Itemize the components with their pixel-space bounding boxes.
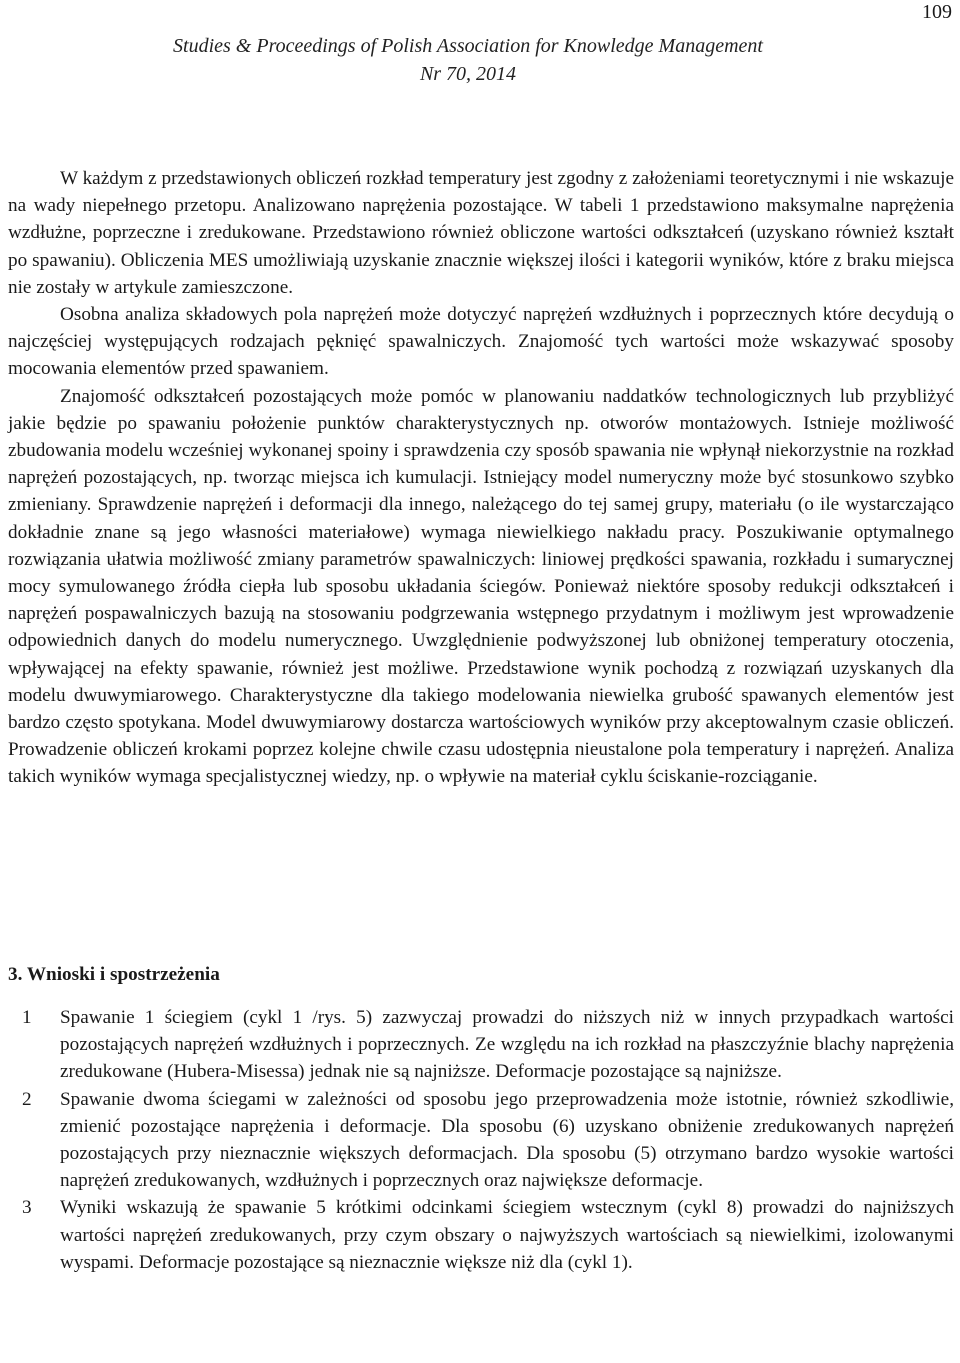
running-header — [0, 32, 936, 88]
journal-title: Studies & Proceedings of Polish Association for Knowledge Management — [173, 35, 763, 57]
list-item-number: 3 — [22, 1197, 32, 1219]
paragraph: Osobna analiza składowych pola naprężeń może dotyczyć naprężeń wzdłużnych i poprzecznych które decydują o najczęściej występujących rodzajach pęknięć spawalniczych. Znajomość tych wartości może wskazywać sposoby mocowania elementów przed spawaniem. — [8, 304, 954, 380]
page-number: 109 — [922, 1, 952, 23]
conclusions-list — [22, 1004, 954, 1276]
journal-issue: Nr 70, 2014 — [419, 63, 517, 85]
list-item-number: 2 — [22, 1088, 32, 1110]
list-item — [22, 1004, 954, 1086]
list-item — [22, 1194, 954, 1276]
list-item-number: 1 — [22, 1007, 32, 1028]
body-text — [8, 165, 954, 791]
list-item-text: Spawanie 1 ściegiem (cykl 1 /rys. 5) zazwyczaj prowadzi do niższych niż w innych przypadkach wartości pozostających naprężeń wzdłużnych i poprzecznych. Ze względu na ich rozkład na płaszczyźnie blachy naprężenia zredukowane (Hubera-Misessa) jednak nie są najniższe. Deformacje pozostające są najniższe. — [60, 1007, 954, 1083]
list-item — [22, 1086, 954, 1195]
list-item-text: Wyniki wskazują że spawanie 5 krótkimi odcinkami ściegiem wstecznym (cykl 8) prowadzi do najniższych wartości naprężeń zredukowanych, przy czym obszary o najwyższych wartościach są niewielkimi, izolowanymi wyspami. Deformacje pozostające są nieznacznie większe niż dla (cykl 1). — [60, 1197, 954, 1273]
paragraph: Znajomość odkształceń pozostających może pomóc w planowaniu naddatków technologicznych lub przybliżyć jakie będzie po spawaniu położenie punktów charakterystycznych np. otworów montażowych. Istnieje możliwość zbudowania modelu wcześniej wykonanej spoiny i sprawdzenia czy sposób spawania nie wpłynął niekorzystnie na rozkład naprężeń pozostających, np. tworząc miejsca ich kumulacji. Istniejący model numeryczny może być stosunkowo szybko zmieniany. Sprawdzenie naprężeń i deformacji dla innego, należącego do tej samej grupy, materiału (o ile wystarczająco dokładnie znane są jego własności materiałowe) wymaga niewielkiego nakładu pracy. Poszukiwanie optymalnego rozwiązania ułatwia możliwość zmiany parametrów spawalniczych: liniowej prędkości spawania, rozkładu i sumarycznej mocy symulowanego źródła ciepła lub sposobu układania ściegów. Ponieważ niektóre sposoby redukcji odkształceń i naprężeń pospawalniczych bazują na stosowaniu podgrzewania wstępnego przydatnym i możliwym jest wprowadzenie odpowiednich danych do modelu numerycznego. Uwzględnienie podwyższonej lub obniżonej temperatury otoczenia, wpływającej na efekty spawanie, również jest możliwe. Przedstawione wynik pochodzą z rozwiązań uzyskanych dla modelu dwuwymiarowego. Charakterystyczne dla takiego modelowania niewielka grubość spawanych elementów jest bardzo często spotykana. Model dwuwymiarowy dostarcza wartościowych wyników przy akceptowalnym czasie obliczeń. Prowadzenie obliczeń krokami poprzez kolejne chwile czasu udostępnia nieustalone pola temperatury i naprężeń. Analiza takich wyników wymaga specjalistycznej wiedzy, np. o wpływie na materiał cyklu ściskanie-rozciąganie. — [8, 385, 954, 788]
section-heading: 3. Wnioski i spostrzeżenia — [8, 964, 220, 985]
paragraph: W każdym z przedstawionych obliczeń rozkład temperatury jest zgodny z założeniami teoretycznymi i nie wskazuje na wady niepełnego przetopu. Analizowano naprężenia pozostające. W tabeli 1 przedstawiono maksymalne naprężenia wzdłużne, poprzeczne i zredukowane. Przedstawiono również obliczone wartości odkształceń (uzyskano również kształt po spawaniu). Obliczenia MES umożliwiają uzyskanie znacznie większej ilości i kategorii wyników, które z braku miejsca nie zostały w artykule zamieszczone. — [8, 168, 954, 298]
list-item-text: Spawanie dwoma ściegami w zależności od sposobu jego przeprowadzenia może istotnie, również szkodliwie, zmienić pozostające naprężenia i deformacje. Dla sposobu (6) uzyskano obniżenie zredukowanych naprężeń pozostających przy nieznacznie większych deformacjach. Dla sposobu (5) otrzymano bardzo wysokie wartości naprężeń zredukowanych, wzdłużnych i poprzecznych oraz największe deformacje. — [60, 1088, 954, 1192]
